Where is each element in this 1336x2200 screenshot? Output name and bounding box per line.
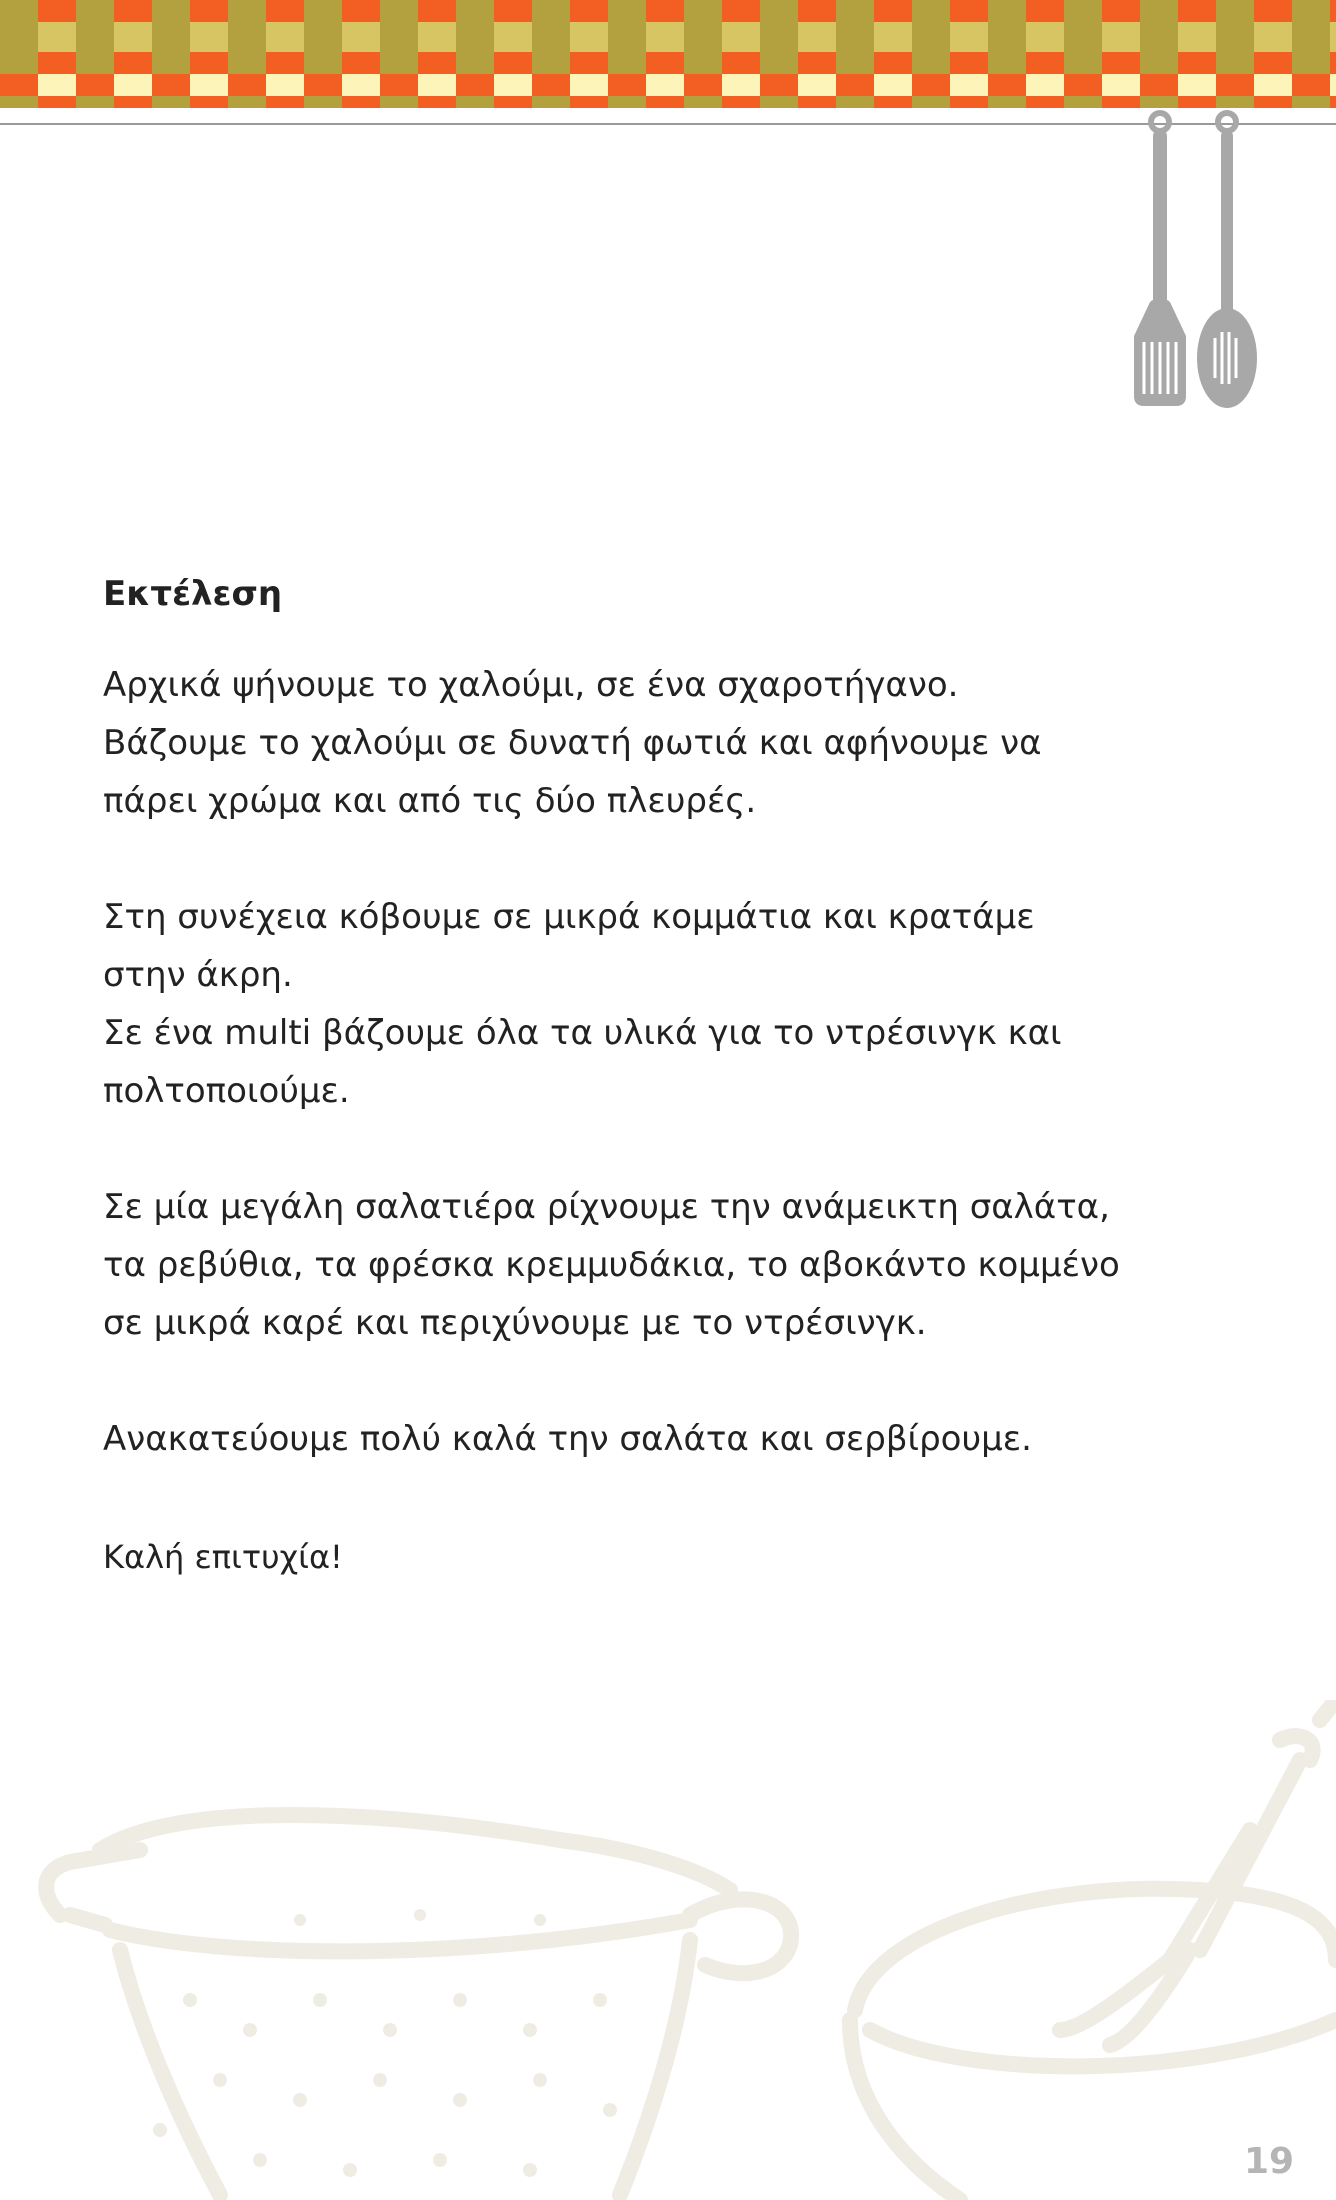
page-number: 19 — [1244, 2141, 1295, 2182]
section-heading: Εκτέλεση — [103, 574, 283, 614]
instruction-paragraph-2 — [103, 888, 1203, 1120]
instruction-paragraph-4 — [103, 1410, 1203, 1468]
paragraph-line: Στη συνέχεια κόβουμε σε μικρά κομμάτια και κρατάμε — [103, 897, 1035, 937]
paragraph-line: πολτοποιούμε. — [103, 1071, 350, 1111]
paragraph-line: τα ρεβύθια, τα φρέσκα κρεμμυδάκια, το αβοκάντο κομμένο — [103, 1245, 1120, 1285]
utensils-icon — [1120, 106, 1270, 416]
checkered-header-banner — [0, 0, 1336, 108]
mixing-bowl-with-whisk-icon — [850, 1700, 1336, 2200]
colander-icon — [46, 1815, 791, 2195]
paragraph-line: Σε μία μεγάλη σαλατιέρα ρίχνουμε την ανάμεικτη σαλάτα, — [103, 1187, 1110, 1227]
paragraph-line: Ανακατεύουμε πολύ καλά την σαλάτα και σερβίρουμε. — [103, 1419, 1032, 1459]
instruction-paragraph-1 — [103, 656, 1203, 830]
recipe-instructions — [103, 568, 1203, 1586]
paragraph-line: σε μικρά καρέ και περιχύνουμε με το ντρέσινγκ. — [103, 1303, 927, 1343]
paragraph-line: στην άκρη. — [103, 955, 293, 995]
slotted-spoon-icon — [1197, 113, 1257, 408]
paragraph-line: Βάζουμε το χαλούμι σε δυνατή φωτιά και αφήνουμε να — [103, 723, 1042, 763]
paragraph-line: Σε ένα multi βάζουμε όλα τα υλικά για το ντρέσινγκ και — [103, 1013, 1062, 1053]
kitchen-watermark-illustration — [0, 1700, 1336, 2200]
instruction-paragraph-3 — [103, 1178, 1203, 1352]
paragraph-line: Αρχικά ψήνουμε το χαλούμι, σε ένα σχαροτήγανο. — [103, 665, 959, 705]
paragraph-line: πάρει χρώμα και από τις δύο πλευρές. — [103, 781, 757, 821]
signoff-text: Καλή επιτυχία! — [103, 1538, 343, 1576]
spatula-icon — [1134, 113, 1186, 406]
